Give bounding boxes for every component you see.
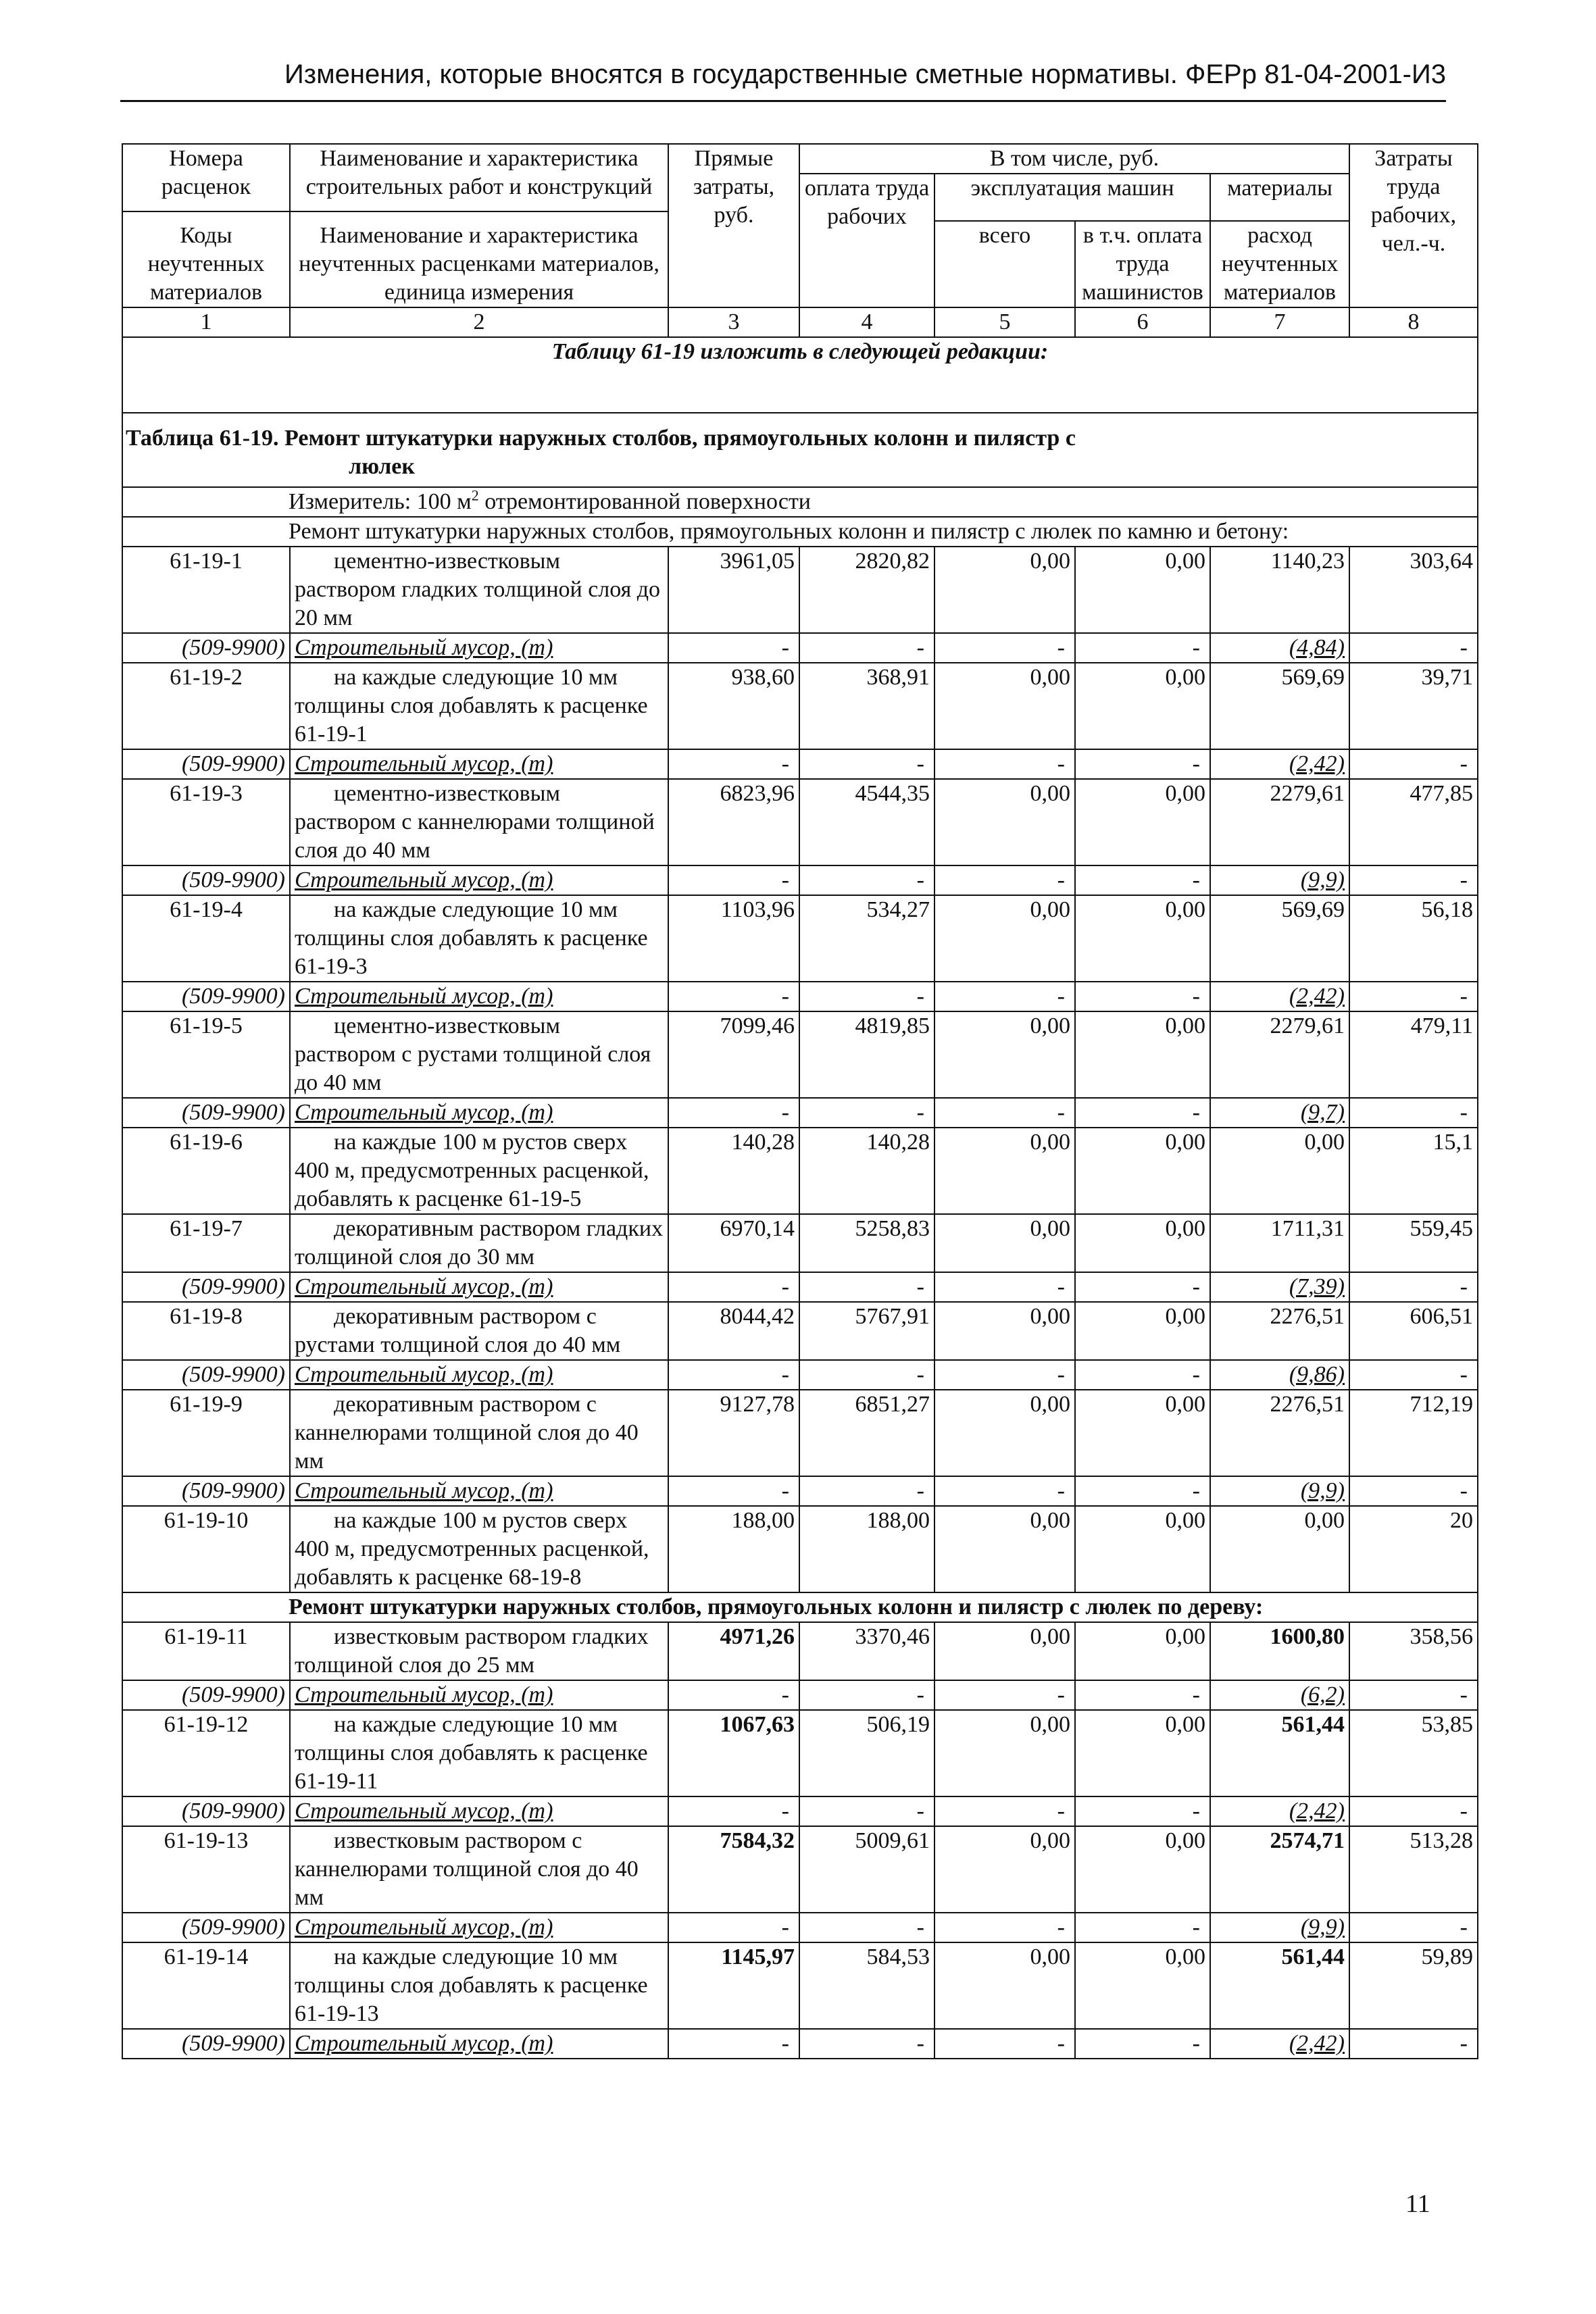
material-quantity: (6,2) [1210,1680,1349,1710]
machines-total: 0,00 [934,1128,1075,1214]
materials: 1600,80 [1210,1622,1349,1680]
wages: 188,00 [799,1506,934,1592]
direct-costs: 8044,42 [668,1302,799,1360]
material-row [122,1476,1478,1506]
header-codes [122,144,290,307]
material-name: Строительный мусор, (т) [290,633,668,663]
material-row [122,1680,1478,1710]
labor-hours: 15,1 [1349,1128,1478,1214]
empty-dash: - [668,749,799,779]
direct-costs: 7584,32 [668,1826,799,1913]
work-description: на каждые следующие 10 мм толщины слоя добавлять к расценке 61-19-3 [290,895,668,982]
work-description: декоративным раствором с каннелюрами толщиной слоя до 40 мм [290,1390,668,1476]
rate-code: 61-19-4 [122,895,290,982]
empty-dash: - [1075,633,1210,663]
rate-code: 61-19-13 [122,1826,290,1913]
material-row [122,1272,1478,1302]
material-quantity: (4,84) [1210,633,1349,663]
rate-code: 61-19-11 [122,1622,290,1680]
column-number: 4 [799,307,934,337]
empty-dash: - [799,749,934,779]
empty-dash: - [799,1913,934,1942]
labor-hours: 303,64 [1349,547,1478,633]
table-row [122,1622,1478,1680]
machinist-wages: 0,00 [1075,1710,1210,1796]
material-code: (509-9900) [122,1913,290,1942]
rate-code: 61-19-1 [122,547,290,633]
column-number: 8 [1349,307,1478,337]
material-row [122,1796,1478,1826]
labor-hours: 479,11 [1349,1011,1478,1098]
rate-code: 61-19-12 [122,1710,290,1796]
materials: 1140,23 [1210,547,1349,633]
direct-costs: 9127,78 [668,1390,799,1476]
empty-dash: - [1349,1476,1478,1506]
empty-dash: - [1075,1913,1210,1942]
empty-dash: - [1075,749,1210,779]
material-row [122,749,1478,779]
material-row [122,1360,1478,1390]
table-title-line-1: Таблица 61-19. Ремонт штукатурки наружных столбов, прямоугольных колонн и пилястр с [126,426,1076,451]
materials: 561,44 [1210,1942,1349,2029]
labor-hours: 56,18 [1349,895,1478,982]
replacement-banner: Таблицу 61-19 изложить в следующей редакции: [122,337,1478,413]
direct-costs: 4971,26 [668,1622,799,1680]
table-row [122,1826,1478,1913]
empty-dash: - [668,982,799,1011]
material-name: Строительный мусор, (т) [290,1098,668,1128]
empty-dash: - [934,982,1075,1011]
machinist-wages: 0,00 [1075,1390,1210,1476]
material-name: Строительный мусор, (т) [290,749,668,779]
machinist-wages: 0,00 [1075,1302,1210,1360]
table-title [122,413,1478,487]
material-quantity: (2,42) [1210,1796,1349,1826]
machinist-wages: 0,00 [1075,1128,1210,1214]
empty-dash: - [1349,1913,1478,1942]
header-labor-hours: Затраты труда рабочих, чел.-ч. [1349,144,1478,307]
table-row [122,1506,1478,1592]
labor-hours: 39,71 [1349,663,1478,749]
section-row [122,517,1478,547]
material-name: Строительный мусор, (т) [290,1913,668,1942]
wages: 506,19 [799,1710,934,1796]
rate-code: 61-19-8 [122,1302,290,1360]
empty-dash: - [1349,865,1478,895]
material-row [122,1098,1478,1128]
materials: 2276,51 [1210,1390,1349,1476]
header-machines-total: всего [934,221,1075,307]
table-row [122,895,1478,982]
materials: 1711,31 [1210,1214,1349,1272]
empty-dash: - [799,2029,934,2059]
empty-dash: - [1075,1098,1210,1128]
empty-dash: - [1349,1098,1478,1128]
empty-dash: - [1075,865,1210,895]
rate-code: 61-19-5 [122,1011,290,1098]
table-row [122,779,1478,865]
empty-dash: - [668,1360,799,1390]
empty-dash: - [1349,2029,1478,2059]
material-quantity: (9,9) [1210,1913,1349,1942]
empty-dash: - [799,982,934,1011]
labor-hours: 20 [1349,1506,1478,1592]
table-row [122,1942,1478,2029]
material-row [122,982,1478,1011]
wages: 4819,85 [799,1011,934,1098]
rate-code: 61-19-3 [122,779,290,865]
column-number: 1 [122,307,290,337]
machines-total: 0,00 [934,895,1075,982]
empty-dash: - [934,749,1075,779]
table-header-row [122,144,1478,174]
header-material-codes: Коды неучтенных материалов [147,223,265,305]
section-title-wood: Ремонт штукатурки наружных столбов, прямоугольных колонн и пилястр с люлек по дереву: [122,1592,1478,1622]
table-row [122,1390,1478,1476]
table-row [122,1302,1478,1360]
empty-dash: - [668,865,799,895]
machines-total: 0,00 [934,663,1075,749]
empty-dash: - [934,1360,1075,1390]
table-row [122,663,1478,749]
material-row [122,633,1478,663]
wages: 4544,35 [799,779,934,865]
header-names [290,144,668,307]
work-description: на каждые 100 м рустов сверх 400 м, предусмотренных расценкой, добавлять к расценке 68-19-8 [290,1506,668,1592]
machinist-wages: 0,00 [1075,1942,1210,2029]
section-row [122,1592,1478,1622]
direct-costs: 7099,46 [668,1011,799,1098]
header-rate-numbers: Номера расценок [161,146,251,199]
materials: 2279,61 [1210,779,1349,865]
wages: 584,53 [799,1942,934,2029]
table-row [122,1710,1478,1796]
empty-dash: - [934,633,1075,663]
machinist-wages: 0,00 [1075,663,1210,749]
labor-hours: 559,45 [1349,1214,1478,1272]
material-quantity: (9,9) [1210,1476,1349,1506]
empty-dash: - [1075,1272,1210,1302]
page-number: 11 [1405,2190,1430,2218]
machines-total: 0,00 [934,1826,1075,1913]
direct-costs: 938,60 [668,663,799,749]
direct-costs: 1145,97 [668,1942,799,2029]
materials: 2279,61 [1210,1011,1349,1098]
work-description: на каждые следующие 10 мм толщины слоя добавлять к расценке 61-19-1 [290,663,668,749]
column-number: 2 [290,307,668,337]
empty-dash: - [1075,1796,1210,1826]
empty-dash: - [799,865,934,895]
labor-hours: 606,51 [1349,1302,1478,1360]
material-row [122,865,1478,895]
materials: 569,69 [1210,895,1349,982]
empty-dash: - [668,1913,799,1942]
wages: 3370,46 [799,1622,934,1680]
header-direct-costs: Прямые затраты, руб. [668,144,799,307]
material-code: (509-9900) [122,1796,290,1826]
materials: 561,44 [1210,1710,1349,1796]
materials: 2276,51 [1210,1302,1349,1360]
header-rule [120,100,1446,102]
material-code: (509-9900) [122,1680,290,1710]
rate-code: 61-19-14 [122,1942,290,2029]
machines-total: 0,00 [934,1302,1075,1360]
empty-dash: - [934,1098,1075,1128]
empty-dash: - [1349,749,1478,779]
work-description: известковым раствором гладких толщиной слоя до 25 мм [290,1622,668,1680]
machinist-wages: 0,00 [1075,1622,1210,1680]
work-description: декоративным раствором гладких толщиной слоя до 30 мм [290,1214,668,1272]
material-quantity: (2,42) [1210,2029,1349,2059]
material-code: (509-9900) [122,1272,290,1302]
empty-dash: - [799,1680,934,1710]
empty-dash: - [799,1272,934,1302]
machinist-wages: 0,00 [1075,895,1210,982]
machinist-wages: 0,00 [1075,779,1210,865]
material-quantity: (9,9) [1210,865,1349,895]
machines-total: 0,00 [934,1710,1075,1796]
labor-hours: 477,85 [1349,779,1478,865]
machines-total: 0,00 [934,547,1075,633]
material-code: (509-9900) [122,982,290,1011]
material-code: (509-9900) [122,2029,290,2059]
empty-dash: - [799,1098,934,1128]
material-code: (509-9900) [122,1476,290,1506]
material-quantity: (2,42) [1210,749,1349,779]
labor-hours: 59,89 [1349,1942,1478,2029]
wages: 6851,27 [799,1390,934,1476]
empty-dash: - [668,1796,799,1826]
empty-dash: - [799,633,934,663]
table-row [122,1128,1478,1214]
empty-dash: - [934,1913,1075,1942]
material-code: (509-9900) [122,865,290,895]
work-description: цементно-известковым раствором с каннелюрами толщиной слоя до 40 мм [290,779,668,865]
empty-dash: - [1075,982,1210,1011]
direct-costs: 188,00 [668,1506,799,1592]
header-machinist-wages: в т.ч. оплата труда машинистов [1075,221,1210,307]
direct-costs: 3961,05 [668,547,799,633]
material-name: Строительный мусор, (т) [290,982,668,1011]
empty-dash: - [934,1796,1075,1826]
rate-code: 61-19-9 [122,1390,290,1476]
materials: 0,00 [1210,1506,1349,1592]
rate-code: 61-19-7 [122,1214,290,1272]
empty-dash: - [668,633,799,663]
banner-row [122,337,1478,413]
direct-costs: 140,28 [668,1128,799,1214]
direct-costs: 1067,63 [668,1710,799,1796]
wages: 5258,83 [799,1214,934,1272]
material-row [122,2029,1478,2059]
machinist-wages: 0,00 [1075,1506,1210,1592]
material-name: Строительный мусор, (т) [290,1476,668,1506]
materials: 569,69 [1210,663,1349,749]
column-number: 3 [668,307,799,337]
section-title-stone: Ремонт штукатурки наружных столбов, прямоугольных колонн и пилястр с люлек по камню и бетону: [122,517,1478,547]
material-code: (509-9900) [122,1360,290,1390]
empty-dash: - [799,1360,934,1390]
wages: 5009,61 [799,1826,934,1913]
work-description: цементно-известковым раствором с рустами толщиной слоя до 40 мм [290,1011,668,1098]
rate-code: 61-19-2 [122,663,290,749]
labor-hours: 513,28 [1349,1826,1478,1913]
empty-dash: - [1075,1476,1210,1506]
material-code: (509-9900) [122,749,290,779]
empty-dash: - [934,865,1075,895]
header-material-name: Наименование и характеристика неучтенных расценками материалов, единица измерения [299,223,659,305]
empty-dash: - [1349,982,1478,1011]
machinist-wages: 0,00 [1075,547,1210,633]
material-quantity: (9,7) [1210,1098,1349,1128]
work-description: декоративным раствором с рустами толщиной слоя до 40 мм [290,1302,668,1360]
machinist-wages: 0,00 [1075,1826,1210,1913]
column-number: 5 [934,307,1075,337]
material-row [122,1913,1478,1942]
table-row [122,1011,1478,1098]
rate-code: 61-19-10 [122,1506,290,1592]
materials: 0,00 [1210,1128,1349,1214]
work-description: на каждые 100 м рустов сверх 400 м, предусмотренных расценкой, добавлять к расценке 61-19-5 [290,1128,668,1214]
empty-dash: - [1349,1796,1478,1826]
measure-unit: Измеритель: 100 $м^2$ отремонтированной поверхности [122,487,1478,517]
materials: 2574,71 [1210,1826,1349,1913]
empty-dash: - [668,1680,799,1710]
empty-dash: - [1349,1680,1478,1710]
empty-dash: - [1075,1680,1210,1710]
header-work-name: Наименование и характеристика строительных работ и конструкций [305,146,653,199]
material-quantity: (9,86) [1210,1360,1349,1390]
column-number: 7 [1210,307,1349,337]
empty-dash: - [668,1272,799,1302]
empty-dash: - [934,1680,1075,1710]
wages: 368,91 [799,663,934,749]
header-materials: материалы [1210,174,1349,221]
header-machines: эксплуатация машин [934,174,1210,221]
wages: 5767,91 [799,1302,934,1360]
column-number: 6 [1075,307,1210,337]
empty-dash: - [934,1272,1075,1302]
material-code: (509-9900) [122,1098,290,1128]
wages: 534,27 [799,895,934,982]
header-wages: оплата труда рабочих [799,174,934,307]
material-name: Строительный мусор, (т) [290,1796,668,1826]
table-row [122,1214,1478,1272]
empty-dash: - [934,2029,1075,2059]
direct-costs: 6970,14 [668,1214,799,1272]
empty-dash: - [1075,1360,1210,1390]
empty-dash: - [1349,1272,1478,1302]
direct-costs: 1103,96 [668,895,799,982]
machines-total: 0,00 [934,1622,1075,1680]
table-row [122,547,1478,633]
empty-dash: - [934,1476,1075,1506]
machinist-wages: 0,00 [1075,1214,1210,1272]
table-title-line-2: люлек [349,454,415,479]
wages: 2820,82 [799,547,934,633]
empty-dash: - [799,1476,934,1506]
header-material-consumption: расход неучтенных материалов [1210,221,1349,307]
estimate-table [122,143,1478,2059]
material-name: Строительный мусор, (т) [290,1680,668,1710]
material-code: (509-9900) [122,633,290,663]
work-description: известковым раствором с каннелюрами толщиной слоя до 40 мм [290,1826,668,1913]
material-name: Строительный мусор, (т) [290,1360,668,1390]
work-description: на каждые следующие 10 мм толщины слоя добавлять к расценке 61-19-11 [290,1710,668,1796]
machinist-wages: 0,00 [1075,1011,1210,1098]
material-quantity: (7,39) [1210,1272,1349,1302]
empty-dash: - [668,1476,799,1506]
work-description: цементно-известковым раствором гладких толщиной слоя до 20 мм [290,547,668,633]
machines-total: 0,00 [934,1942,1075,2029]
column-numbers-row [122,307,1478,337]
empty-dash: - [668,1098,799,1128]
labor-hours: 712,19 [1349,1390,1478,1476]
machines-total: 0,00 [934,779,1075,865]
machines-total: 0,00 [934,1390,1075,1476]
rate-code: 61-19-6 [122,1128,290,1214]
wages: 140,28 [799,1128,934,1214]
material-quantity: (2,42) [1210,982,1349,1011]
empty-dash: - [1349,1360,1478,1390]
machines-total: 0,00 [934,1011,1075,1098]
labor-hours: 53,85 [1349,1710,1478,1796]
running-header: Изменения, которые вносятся в государственные сметные нормативы. ФЕРр 81-04-2001-И3 [284,59,1446,89]
machines-total: 0,00 [934,1214,1075,1272]
direct-costs: 6823,96 [668,779,799,865]
material-name: Строительный мусор, (т) [290,2029,668,2059]
machines-total: 0,00 [934,1506,1075,1592]
labor-hours: 358,56 [1349,1622,1478,1680]
header-including: В том числе, руб. [799,144,1349,174]
empty-dash: - [1349,633,1478,663]
empty-dash: - [668,2029,799,2059]
material-name: Строительный мусор, (т) [290,1272,668,1302]
work-description: на каждые следующие 10 мм толщины слоя добавлять к расценке 61-19-13 [290,1942,668,2029]
empty-dash: - [799,1796,934,1826]
empty-dash: - [1075,2029,1210,2059]
material-name: Строительный мусор, (т) [290,865,668,895]
